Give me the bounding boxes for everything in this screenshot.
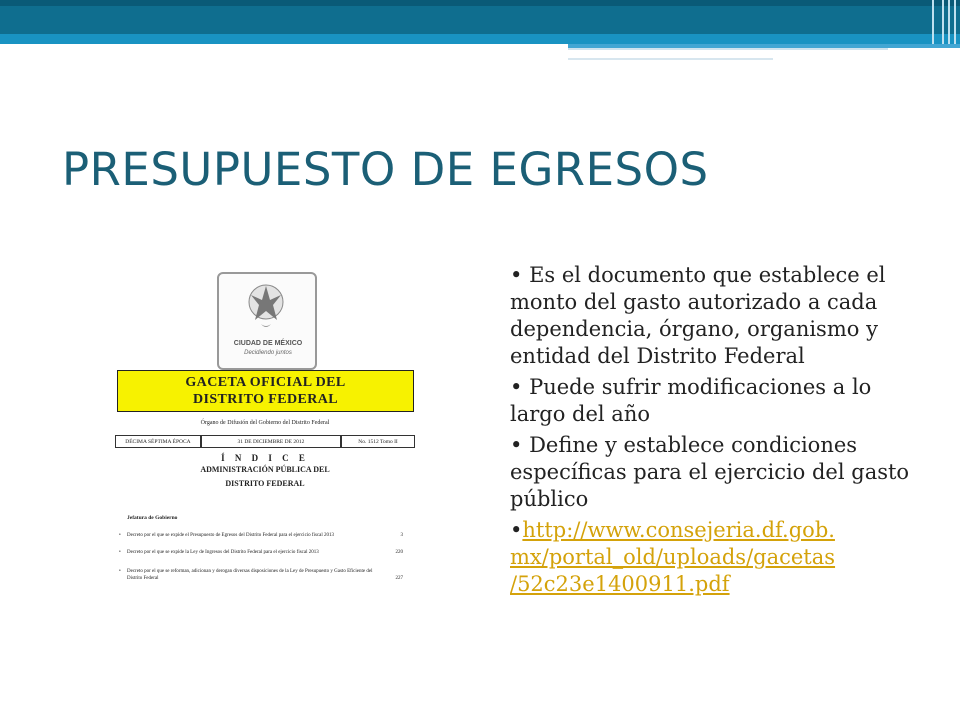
section-heading: Jefatura de Gobierno — [127, 515, 178, 521]
index-heading: Í N D I C E — [221, 453, 309, 463]
admin-heading-line1: ADMINISTRACIÓN PÚBLICA DEL — [200, 465, 330, 474]
gazette-link[interactable]: http://www.consejeria.df.gob. mx/portal_old/uploads/gacetas /52c23e1400911.pdf — [510, 518, 836, 596]
gazette-title-line2: DISTRITO FEDERAL — [192, 392, 338, 407]
number-cell: No. 1512 Tomo II — [341, 435, 415, 448]
top-bar-light-stripe — [0, 34, 960, 44]
epoca-cell: DÉCIMA SÉPTIMA ÉPOCA — [115, 435, 201, 448]
logo-text: CIUDAD DE MÉXICO — [233, 340, 303, 347]
gazette-subtitle: Órgano de Difusión del Gobierno del Distrito Federal — [200, 420, 330, 426]
accent-line — [568, 48, 888, 50]
bullet-item: • Puede sufrir modificaciones a lo largo del año — [510, 375, 872, 426]
logo-slogan: Decidiendo juntos — [244, 350, 292, 356]
bullet-item: • Define y establece condiciones específicas para el ejercicio del gasto público — [510, 433, 910, 511]
gazette-header — [117, 370, 414, 412]
bullet-list — [510, 262, 910, 602]
bullet-item: • Es el documento que establece el monto del gasto autorizado a cada dependencia, órgano, organismo y entidad del Distrito Federal — [510, 263, 886, 368]
date-cell: 31 DE DICIEMBRE DE 2012 — [201, 435, 341, 448]
top-bar-dark-stripe — [0, 0, 960, 6]
gazette-meta-row — [115, 435, 415, 448]
gazette-title-line1: GACETA OFICIAL DEL — [185, 375, 346, 390]
angel-icon — [241, 280, 291, 336]
gazette-document-image: CIUDAD DE MÉXICO Decidiendo juntos GACETA OFICIAL DEL DISTRITO FEDERAL Órgano de Difusión del Gobierno del Distrito Federal DÉCIMA SÉPTIMA ÉPOCA 31 DE DICIEMBRE DE 2012 No. 1512 Tomo II Í N D I C E ADMINISTRACIÓN PÚBLICA DEL DISTRITO FEDERAL Jefatura de Gobierno • Decreto por el que se expide el Presupuesto de Egresos del Distrito Federal para el ejercicio fiscal 2013 3 • Decreto por el que se expide la Ley de Ingresos del Distrito Federal para el ejercicio fiscal 2013 220 • Decreto por el que se reforman, adicionan y derogan diversas disposiciones de la Ley de Presupuesto y Gasto Eficiente del Distrito Federal 227 — [115, 272, 415, 602]
admin-heading-line2: DISTRITO FEDERAL — [225, 479, 305, 488]
bullet-item-link: •http://www.consejeria.df.gob. mx/portal_old/uploads/gacetas /52c23e1400911.pdf — [510, 518, 836, 596]
accent-line-short — [568, 58, 773, 60]
corner-lines — [920, 0, 960, 44]
slide-title: PRESUPUESTO DE EGRESOS — [62, 143, 709, 196]
cdmx-logo — [217, 272, 317, 370]
